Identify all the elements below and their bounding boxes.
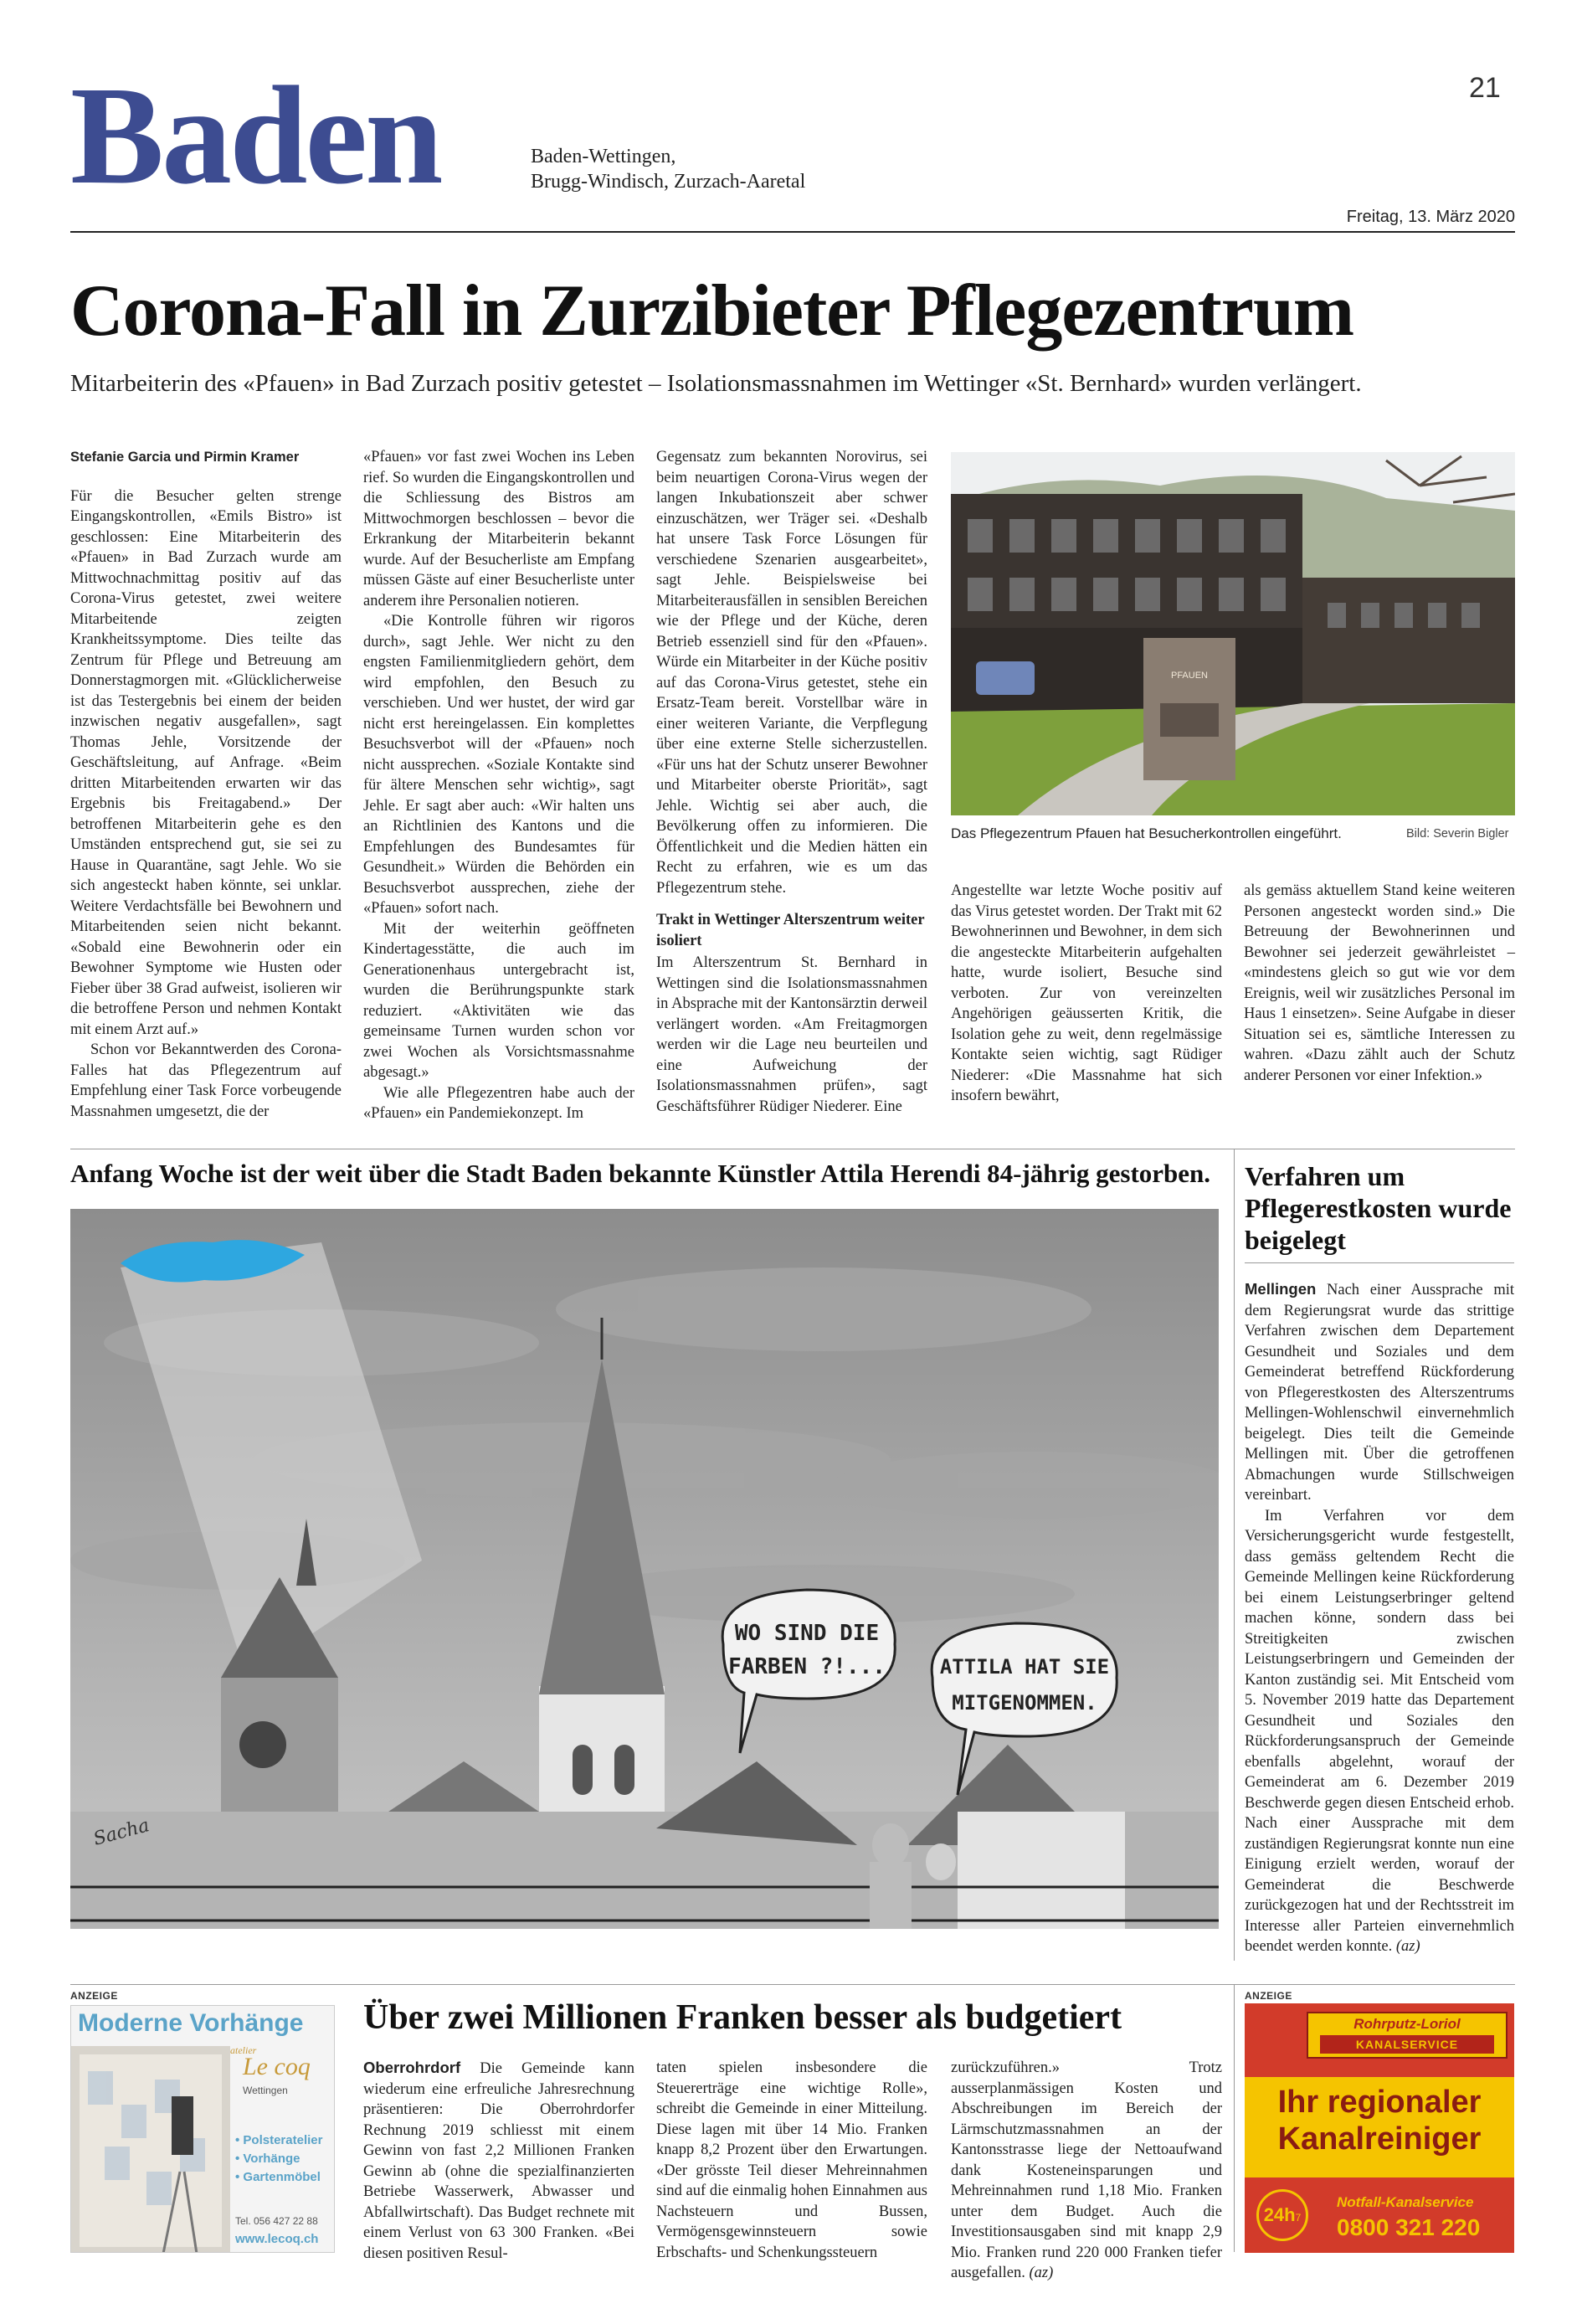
ad-rohrputz-loriol[interactable] — [1245, 2003, 1514, 2253]
paragraph: Für die Besucher gelten strenge Eingangskontrollen, «Emils Bistro» ist geschlossen: Eine Mitarbeiterin des «Pfauen» in Bad Zurzach wurde am Mittwochnachmittag positiv auf das Corona-Virus getestet, zwei weitere Mitarbeitende zeigten Krankheitssymptome. Dies teilte das Zentrum für Pflege und Betreuung am Donnerstagmorgen mit. «Glücklicherweise ist das Testergebnis bei einem der beiden inzwischen negativ ausgefallen», sagt Thomas Jehle, Vorsitzende der Geschäftsleitung, auf Anfrage. «Beim dritten Mitarbeitenden erwarten wir das Ergebnis bis Freitagabend.» Der betroffenen Mitarbeiterin gehe es den Umständen entsprechend gut, sie sei zu Hause in Quarantäne, sagt Jehle. Wo sie sich angesteckt haben könnte, sei unklar. Weitere Verdachtsfälle bei Bewohnern und Mitarbeitenden seien nicht bekannt. «Sobald eine Bewohnerin oder ein Bewohner Symptome wie Husten oder Fieber über 38 Grad aufweist, isolieren wir die betroffene Person und nehmen Kontakt mit einem Arzt auf.» — [70, 487, 342, 1038]
ad-right-phone[interactable]: 0800 321 220 — [1337, 2214, 1481, 2240]
cartoon — [70, 1209, 1219, 1929]
ad-left-item: • Gartenmöbel — [235, 2170, 321, 2184]
paragraph: Die Gemeinde kann wiederum eine erfreuliche Jahresrechnung präsentieren: Die Oberrohrdorfer Rechnung 2019 schliesst mit einem Gewinn von fast 2,2 Millionen Franken Gewinn ab (ohne die spezialfinanzierten Betriebe Wasserwerk, Abwasser und Abfallwirtschaft). Das Budget rechnete mit einem Verlust von 63 300 Franken. «Bei diesen positiven Resul- — [363, 2060, 635, 2262]
sidebar-title: Verfahren um Pflegerestkosten wurde beigelegt — [1245, 1161, 1512, 1255]
byline: Stefanie Garcia und Pirmin Kramer — [70, 450, 300, 465]
speech-bubble-2-line-2: MITGENOMMEN. — [952, 1691, 1097, 1715]
ad-right-emergency: Notfall-Kanalservice — [1337, 2194, 1474, 2210]
bottom-section-rule — [70, 1984, 1515, 1985]
header-rule — [70, 231, 1515, 233]
main-subheadline: Mitarbeiterin des «Pfauen» in Bad Zurzach positiv getestet – Isolationsmassnahmen im Wettinger «St. Bernhard» wurden verlängert. — [70, 370, 1362, 397]
article2-column-3 — [951, 2058, 1222, 2284]
ad-left-item: • Vorhänge — [235, 2152, 300, 2166]
paragraph: zurückzuführen.» Trotz ausserplanmässigen Kosten und Abschreibungen im Bereich der Lärmschutzmassnahmen an der Kantonsstrasse liege der Nettoaufwand dank Kosteneinsparungen und Mehreinnahmen rund 1,18 Mio. Franken unter dem Budget. Auch die Investitionsausgaben sind mit knapp 2,9 Mio. Franken rund 220 000 Franken tiefer ausgefallen. — [951, 2059, 1222, 2281]
curtain-illustration — [71, 2046, 230, 2253]
speech-bubble-2-line-1: ATTILA HAT SIE — [939, 1655, 1110, 1679]
paragraph: Angestellte war letzte Woche positiv auf das Virus getestet worden. Der Trakt mit 62 Bewohnerinnen und Bewohner, in dem sich die angesteckte Mitarbeiterin aufgehalten hatte, wurde isoliert, Besuche sind verboten. Zur von vereinzelten Angehörigen geäusserten Kritik, die Isolation gehe zu weit, denn regelmässige Kontakte seien wichtig, sagt Rüdiger Niederer: «Die Massnahme hat sich insofern bewährt, — [951, 882, 1222, 1104]
article-column-4 — [951, 881, 1222, 1107]
ad-left-items — [235, 2131, 322, 2187]
cartoon-signature: Sacha — [91, 1815, 152, 1850]
ad-moderne-vorhaenge[interactable] — [70, 2005, 335, 2253]
paragraph: Im Verfahren vor dem Versicherungsgericht wurde festgestellt, dass gemäss geltendem Recht die Gemeinde Mellingen keine Rückforderung bei einem Leistungserbringer geltend machen könne, sondern dass bei Streitigkeiten zwischen Leistungserbringern und Gemeinden der Kanton zuständig sei. Mit Entscheid vom 5. November 2019 hatte das Departement Gesundheit und Soziales den Rückforderungsanspruch der Gemeinde ebenfalls abgelehnt, worauf der Gemeinderat am 6. Dezember 2019 Beschwerde gegen diesen Entscheid erhob. Nach einer Aussprache mit dem zuständigen Regierungsrat konnte nun eine Einigung erzielt werden, worauf der Gemeinderat die Beschwerde zurückgezogen hat und der Rechtsstreit im Interesse aller Parteien einvernehmlich beendet werden konnte. — [1245, 1507, 1514, 1955]
cartoon-drawing — [70, 1209, 1219, 1929]
paragraph: Im Alterszentrum St. Bernhard in Wettingen sind die Isolationsmassnahmen in Absprache mit der Kantonsärztin derweil verlängert worden. «Am Freitagmorgen werden wir die Lage neu beurteilen und eine Aufweichung der Isolationsmassnahmen prüfen», sagt Geschäftsführer Rüdiger Niederer. Eine — [656, 954, 927, 1115]
main-headline: Corona-Fall in Zurzibieter Pflegezentrum — [70, 270, 1354, 352]
region-line-1: Baden-Wettingen, — [531, 146, 676, 167]
article-column-2 — [363, 447, 634, 1124]
paragraph: Schon vor Bekanntwerden des Corona-Falles hat das Pflegezentrum auf Empfehlung einer Task Force vorbeugende Massnahmen umgesetzt, die der — [70, 1041, 342, 1120]
paragraph: «Pfauen» vor fast zwei Wochen ins Leben rief. So wurden die Eingangskontrollen und die Schliessung des Bistros am Mittwochmorgen beschlossen – bevor die Erkrankung der Mitarbeiterin bekannt wurde. Auf der Besucherliste am Empfang müssen Gäste auf einer Besucherliste unter anderem ihre Personalien notieren. — [363, 449, 634, 609]
paragraph: Mit der weiterhin geöffneten Kindertagesstätte, die auch im Generationenhaus untergebracht ist, wurden die Berührungspunkte stark reduziert. «Aktivitäten wie das gemeinsame Turnen wurden schon vor zwei Wochen als Vorsichtsmassnahme abgesagt.» — [363, 920, 634, 1081]
ad-right-headline-1: Ihr regionaler — [1277, 2085, 1482, 2120]
ad-left-brand-small: atelier — [230, 2044, 257, 2056]
section-subhead: Trakt in Wettinger Alterszentrum weiter isoliert — [656, 912, 925, 949]
article-column-1 — [70, 447, 342, 1122]
ad-right-service: KANALSERVICE — [1320, 2035, 1494, 2054]
ad-left-headline: Moderne Vorhänge — [78, 2009, 304, 2037]
pflegezentrum-photo — [951, 452, 1515, 815]
photo-caption: Das Pflegezentrum Pfauen hat Besucherkontrollen eingeführt. — [951, 825, 1342, 841]
article2-author: (az) — [1029, 2265, 1054, 2281]
sidebar-rule — [1245, 1262, 1514, 1263]
ad-left-photo — [71, 2046, 230, 2253]
ad-right-badge-sub: 7 — [1295, 2212, 1302, 2224]
paragraph: Nach einer Aussprache mit dem Regierungsrat wurde das strittige Verfahren zwischen dem Departement Gesundheit und Soziales und dem Gemeinderat betreffend Rückforderung von Pflegerestkosten des Alterszentrums Mellingen-Wohlenschwil einvernehmlich beigelegt. Dies teilt die Gemeinde Mellingen mit. Über die getroffenen Abmachungen wurde Stillschweigen vereinbart. — [1245, 1282, 1514, 1504]
article2-dateline: Oberrohrdorf — [363, 2059, 461, 2076]
paragraph: «Die Kontrolle führen wir rigoros durch», sagt Jehle. Wer nicht zu den engsten Familienmitgliedern gehört, dem wird empfohlen, den Besuch zu verschieben. Und wer hustet, der wird gar nicht erst hereingelassen. Ein komplettes Besuchsverbot will der «Pfauen» noch nicht aussprechen. «Soziale Kontakte sind für ältere Menschen sehr wichtig», sagt Jehle. Er sagt aber auch: «Wir halten uns an Richtlinien des Kantons und die Empfehlungen des Bundesamtes für Gesundheit.» Würden die Behörden ein Besuchsverbot aussprechen, ziehe der «Pfauen» sofort nach. — [363, 613, 634, 917]
sidebar-author: (az) — [1395, 1938, 1420, 1955]
paragraph: als gemäss aktuellem Stand keine weiteren Personen angesteckt worden sind.» Die Betreuung der Bewohnerinnen und Bewohner sei jederzeit gewährleistet – «mindestens gleich so gut wie vor dem Ereignis, weil wir zusätzliches Personal im Haus 1 einsetzen». Seine Aufgabe in dieser Situation sei es, sämtliche Interessen zu wahren. «Dazu zählt auch der Schutz anderer Personen vor einer Infektion.» — [1244, 882, 1515, 1084]
article-column-3 — [656, 447, 927, 1117]
sidebar-dateline: Mellingen — [1245, 1280, 1317, 1298]
article2-column-1 — [363, 2058, 634, 2264]
article-column-5 — [1244, 881, 1515, 1086]
paragraph: Wie alle Pflegezentren habe auch der «Pfauen» ein Pandemiekonzept. Im — [363, 1084, 634, 1122]
ad-right-24h-badge — [1256, 2189, 1308, 2241]
region-line-2: Brugg-Windisch, Zurzach-Aaretal — [531, 171, 806, 193]
regions — [531, 144, 805, 194]
photo-credit: Bild: Severin Bigler — [1406, 827, 1509, 841]
column-divider — [1234, 1149, 1235, 1961]
ad-right-headline-box — [1245, 2077, 1514, 2177]
ad-left-web[interactable]: www.lecoq.ch — [235, 2232, 319, 2246]
article2-column-2 — [656, 2058, 927, 2263]
ad-right-logo — [1307, 2012, 1508, 2059]
article2-title: Über zwei Millionen Franken besser als budgetiert — [363, 1998, 1122, 2037]
building-illustration — [951, 452, 1515, 815]
paragraph: Gegensatz zum bekannten Norovirus, sei beim neuartigen Corona-Virus wegen der langen Inkubationszeit aber schwer einzuschätzen, wer Träger sei. «Deshalb hat unsere Task Force Lösungen für verschiedene Szenarien ausgearbeitet», sagt Jehle. Beispielsweise bei Mitarbeiterausfällen in sensiblen Bereichen wie der Pflege und der Küche, deren Betrieb essenziell sind für den «Pfauen». Würde ein Mitarbeiter in der Küche positiv auf das Corona-Virus getestet, stehe ein Ersatz-Team bereit. Vorstellbar wäre in einer weiteren Variante, die Verpflegung über eine externe Stelle sicherzustellen. «Für uns hat der Schutz unserer Bewohner und Mitarbeiter oberste Priorität», sagt Jehle. Wichtig sei aber auch, die Bevölkerung offen zu informieren. Die Öffentlichkeit und die Medien hätten ein Recht zu erfahren, wie es um das Pflegezentrum stehe. — [656, 449, 927, 897]
ad-left-phone: Tel. 056 427 22 88 — [235, 2215, 318, 2227]
paragraph: taten spielen insbesondere die Steuererträge eine wichtige Rolle», schreibt die Gemeinde in einer Mitteilung. Diese lagen mit über 14 Mio. Franken knapp 8,2 Prozent über den Erwartungen. «Der grösste Teil dieser Mehreinnahmen sind auf die einmalig hohen Einnahmen aus Nachsteuern und Bussen, Vermögensgewinnsteuern sowie Erbschafts- und Schenkungssteuern — [656, 2059, 927, 2261]
column-divider-bottom — [1234, 1984, 1235, 2252]
cartoon-title: Anfang Woche ist der weit über die Stadt Baden bekannte Künstler Attila Herendi 84-jährig gestorben. — [70, 1159, 1211, 1188]
ad-left-item: • Polsteratelier — [235, 2133, 323, 2147]
photo-sign-text: PFAUEN — [1170, 671, 1209, 681]
ad-right-headline-2: Kanalreiniger — [1277, 2121, 1482, 2157]
speech-bubble-1-line-1: WO SIND DIE — [734, 1621, 880, 1646]
ad-left-city: Wettingen — [243, 2085, 288, 2096]
sidebar-body — [1245, 1279, 1514, 1957]
ad-label-right: ANZEIGE — [1245, 1990, 1292, 2002]
ad-right-badge-text: 24h — [1263, 2204, 1296, 2225]
speech-bubble-1-line-2: FARBEN ?!... — [728, 1654, 886, 1679]
masthead: Baden — [70, 58, 441, 213]
ad-left-brand: Le coq — [243, 2053, 311, 2080]
page-number: 21 — [1469, 72, 1501, 104]
ad-label-left: ANZEIGE — [70, 1990, 118, 2002]
issue-date: Freitag, 13. März 2020 — [1346, 208, 1515, 226]
ad-right-brand: Rohrputz-Loriol — [1353, 2016, 1461, 2032]
